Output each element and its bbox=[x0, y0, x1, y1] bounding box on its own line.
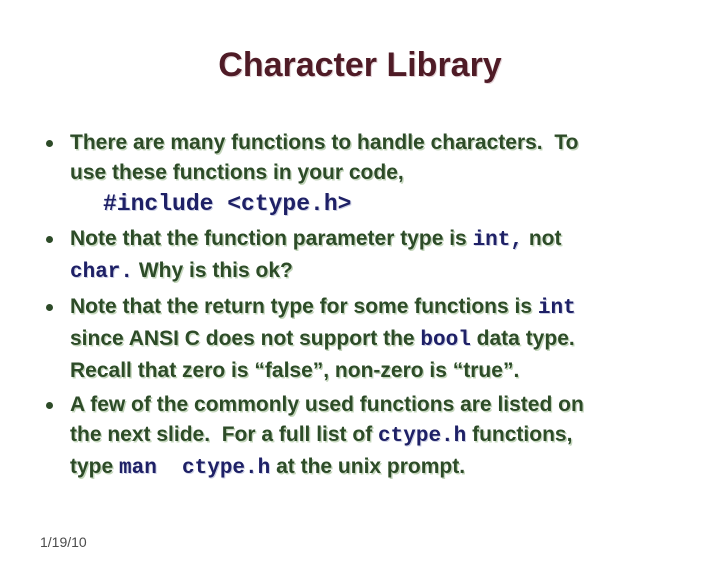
text-segment: A few of the commonly used functions are listed on bbox=[70, 393, 584, 416]
code-segment: bool bbox=[420, 329, 471, 352]
text-segment: use these functions in your code, bbox=[70, 161, 404, 184]
bullet-dot bbox=[46, 402, 53, 409]
bullet-dot bbox=[46, 140, 53, 147]
bullet-line bbox=[70, 390, 690, 420]
code-segment: char. bbox=[70, 261, 134, 284]
text-segment: There are many functions to handle characters. To bbox=[70, 131, 579, 154]
footer-date: 1/19/10 bbox=[40, 534, 87, 550]
text-segment: functions, bbox=[466, 423, 573, 446]
bullet-item bbox=[45, 390, 690, 484]
text-segment: Why is this ok? bbox=[133, 259, 293, 282]
text-segment: at the unix prompt. bbox=[270, 455, 466, 478]
bullet-line bbox=[70, 324, 690, 356]
bullet-line bbox=[70, 356, 690, 386]
text-segment: data type. bbox=[470, 327, 575, 350]
text-segment: not bbox=[522, 227, 562, 250]
bullet-line bbox=[70, 158, 690, 188]
code-segment: int bbox=[537, 297, 576, 320]
slide-title: Character Library bbox=[218, 46, 502, 84]
bullet-line bbox=[70, 256, 690, 288]
bullet-item bbox=[45, 224, 690, 288]
bullet-dot bbox=[46, 236, 53, 243]
text-segment: the next slide. For a full list of bbox=[70, 423, 379, 446]
bullet-line bbox=[70, 452, 690, 484]
text-segment: Note that the function parameter type is bbox=[70, 227, 473, 250]
bullet-line bbox=[70, 224, 690, 256]
text-segment: Recall that zero is “false”, non-zero is “true”. bbox=[70, 359, 520, 382]
code-segment: int, bbox=[472, 229, 523, 252]
bullet-line bbox=[70, 292, 690, 324]
text-segment: type bbox=[70, 455, 120, 478]
bullet-dot bbox=[46, 304, 53, 311]
bullet-list bbox=[0, 128, 720, 484]
code-segment: ctype.h bbox=[378, 425, 467, 448]
text-segment: since ANSI C does not support the bbox=[70, 327, 421, 350]
bullet-line bbox=[70, 420, 690, 452]
slide bbox=[0, 44, 720, 584]
code-line bbox=[70, 188, 690, 220]
code-segment: man ctype.h bbox=[119, 457, 271, 480]
bullet-line bbox=[70, 128, 690, 158]
code-segment: #include <ctype.h> bbox=[103, 191, 352, 217]
bullet-item bbox=[45, 292, 690, 386]
bullet-item bbox=[45, 128, 690, 220]
text-segment: Note that the return type for some functions is bbox=[70, 295, 538, 318]
